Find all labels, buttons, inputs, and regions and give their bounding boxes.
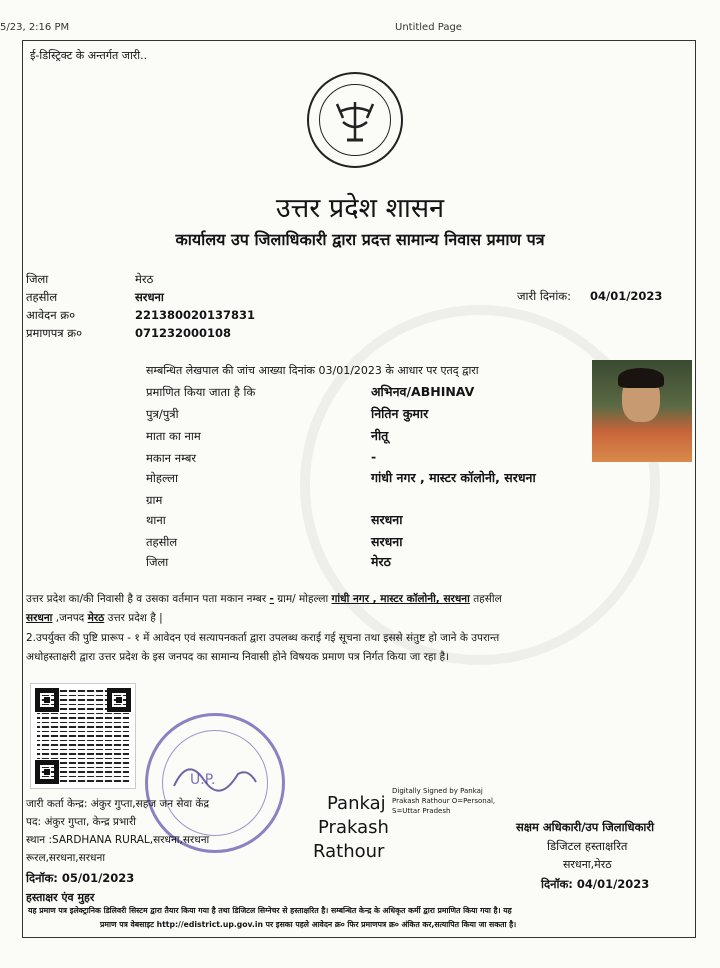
issue-date-value: 04/01/2023 — [590, 289, 663, 303]
qr-code — [30, 683, 136, 789]
digital-signer-name: Rathour — [313, 841, 385, 862]
district-label: जिला — [26, 272, 49, 286]
certificate-title: कार्यालय उप जिलाधिकारी द्वारा प्रदत्त सामान्य निवास प्रमाण पत्र — [175, 230, 545, 249]
qr-finder — [107, 688, 131, 712]
resident-locality: गांधी नगर , मास्टर कॉलोनी, सरधना — [331, 593, 470, 605]
resident-tehsil: सरधना — [26, 612, 53, 624]
police-station: सरधना — [371, 512, 403, 527]
footer-disclaimer-line2: प्रमाण पत्र वेबसाइट http://edistrict.up.gov.in पर इसका पहले आवेदन क्र० फिर प्रमाणपत्र क्र० अंकित कर,सत्यापित किया जा सकता है। — [100, 920, 517, 929]
confirmation-line1: 2.उपर्युक्त की पुष्टि प्रारूप - १ में आवेदन एवं सत्यापनकर्ता द्वारा उपलब्ध कराई गई सूचना तथा इससे संतुष्ट हो जाने के उपरान्त — [26, 632, 500, 644]
district-value: मेरठ — [135, 272, 154, 286]
centre-stamp — [145, 713, 285, 853]
applicant-photo — [592, 360, 692, 462]
digital-signature-note: Digitally Signed by Pankaj — [392, 787, 483, 795]
district-detail: मेरठ — [371, 554, 391, 569]
digital-signer-name: Pankaj — [327, 793, 386, 814]
verification-intro: सम्बन्धित लेखपाल की जांच आख्या दिनांक 03/01/2023 के आधार पर एतद् द्वारा — [146, 364, 479, 377]
footer-disclaimer-line1: यह प्रमाण पत्र इलेक्ट्रानिक डिलिवरी सिस्टम द्वारा तैयार किया गया है तथा डिजिटल सिग्नेचर से हस्ताक्षरित है। सम्बन्धित केन्द्र के अधिकृत कर्मी द्वारा प्रमाणित किया गया है। यह — [28, 906, 512, 915]
resident-paragraph-line1 — [26, 592, 502, 606]
resident-text: उत्तर प्रदेश है | — [104, 612, 163, 624]
application-number-value: 221380020137831 — [135, 308, 256, 322]
digital-signature-note: Prakash Rathour O=Personal, — [392, 797, 496, 805]
locality: गांधी नगर , मास्टर कॉलोनी, सरधना — [371, 470, 536, 485]
father-name: नितिन कुमार — [371, 406, 429, 421]
detail-label: जिला — [146, 555, 169, 569]
issuer-place-continued: रूरल,सरधना,सरधना — [26, 852, 106, 864]
edistrict-note: ई-डिस्ट्रिक्ट के अन्तर्गत जारी.. — [30, 49, 148, 62]
authority-digitally-signed: डिजिटल हस्ताक्षरित — [547, 839, 628, 853]
stamp-text: U.P. — [190, 772, 216, 788]
application-number-label: आवेदन क्र० — [26, 308, 76, 322]
resident-text: तहसील — [469, 593, 502, 605]
resident-text: ,जनपद — [52, 612, 88, 624]
authority-place: सरधना,मेरठ — [563, 858, 612, 871]
detail-label: पुत्र/पुत्री — [146, 407, 179, 421]
issuer-signature-label: हस्ताक्षर एंव मुहर — [26, 891, 95, 904]
digital-signer-name: Prakash — [318, 817, 389, 838]
certificate-number-value: 071232000108 — [135, 326, 232, 340]
resident-paragraph-line2 — [26, 611, 163, 625]
seal-emblem-icon — [309, 74, 401, 166]
browser-page-title: Untitled Page — [395, 22, 462, 33]
detail-label: प्रमाणित किया जाता है कि — [146, 385, 256, 399]
resident-text: ग्राम/ मोहल्ला — [273, 593, 332, 605]
detail-label: तहसील — [146, 535, 178, 549]
issuer-date: दिनॉक: 05/01/2023 — [26, 871, 135, 885]
detail-label: मकान नम्बर — [146, 451, 197, 465]
resident-district: मेरठ — [87, 612, 105, 624]
stamp-signature-icon — [148, 716, 282, 850]
government-title: उत्तर प्रदेश शासन — [275, 193, 445, 224]
detail-label: मोहल्ला — [146, 471, 178, 485]
tehsil-detail: सरधना — [371, 534, 403, 549]
qr-finder — [35, 760, 59, 784]
confirmation-line2: अधोहस्ताक्षरी द्वारा उत्तर प्रदेश के इस जनपद का सामान्य निवासी होने विषयक प्रमाण पत्र निर्गत किया जा रहा है। — [26, 651, 450, 663]
photo-hair — [618, 368, 664, 388]
authority-title: सक्षम अधिकारी/उप जिलाधिकारी — [516, 820, 655, 834]
issuer-post: पद: अंकुर गुप्ता, केन्द्र प्रभारी — [26, 816, 136, 828]
detail-label: माता का नाम — [146, 429, 201, 443]
resident-text: उत्तर प्रदेश का/की निवासी है व उसका वर्तमान पता मकान नम्बर — [26, 593, 270, 605]
up-government-seal — [307, 72, 403, 168]
resident-house: - — [269, 593, 274, 605]
issuer-place: स्थान :SARDHANA RURAL,सरधना,सरधना — [26, 834, 210, 846]
certificate-number-label: प्रमाणपत्र क्र० — [26, 326, 83, 340]
mother-name: नीतू — [371, 428, 389, 443]
applicant-name: अभिनव/ABHINAV — [371, 384, 475, 399]
tehsil-label: तहसील — [26, 290, 58, 304]
detail-label: थाना — [146, 513, 166, 527]
detail-label: ग्राम — [146, 493, 163, 507]
browser-timestamp: 5/23, 2:16 PM — [0, 22, 70, 33]
qr-finder — [35, 688, 59, 712]
issue-date-label: जारी दिनांक: — [517, 289, 572, 303]
issuing-centre: जारी कर्ता केन्द्र: अंकुर गुप्ता,सहज जन सेवा केंद्र — [26, 798, 210, 810]
authority-date: दिनॉक: 04/01/2023 — [541, 877, 650, 891]
house-number: - — [371, 449, 377, 464]
digital-signature-note: S=Uttar Pradesh — [392, 807, 451, 815]
tehsil-value: सरधना — [135, 290, 164, 304]
